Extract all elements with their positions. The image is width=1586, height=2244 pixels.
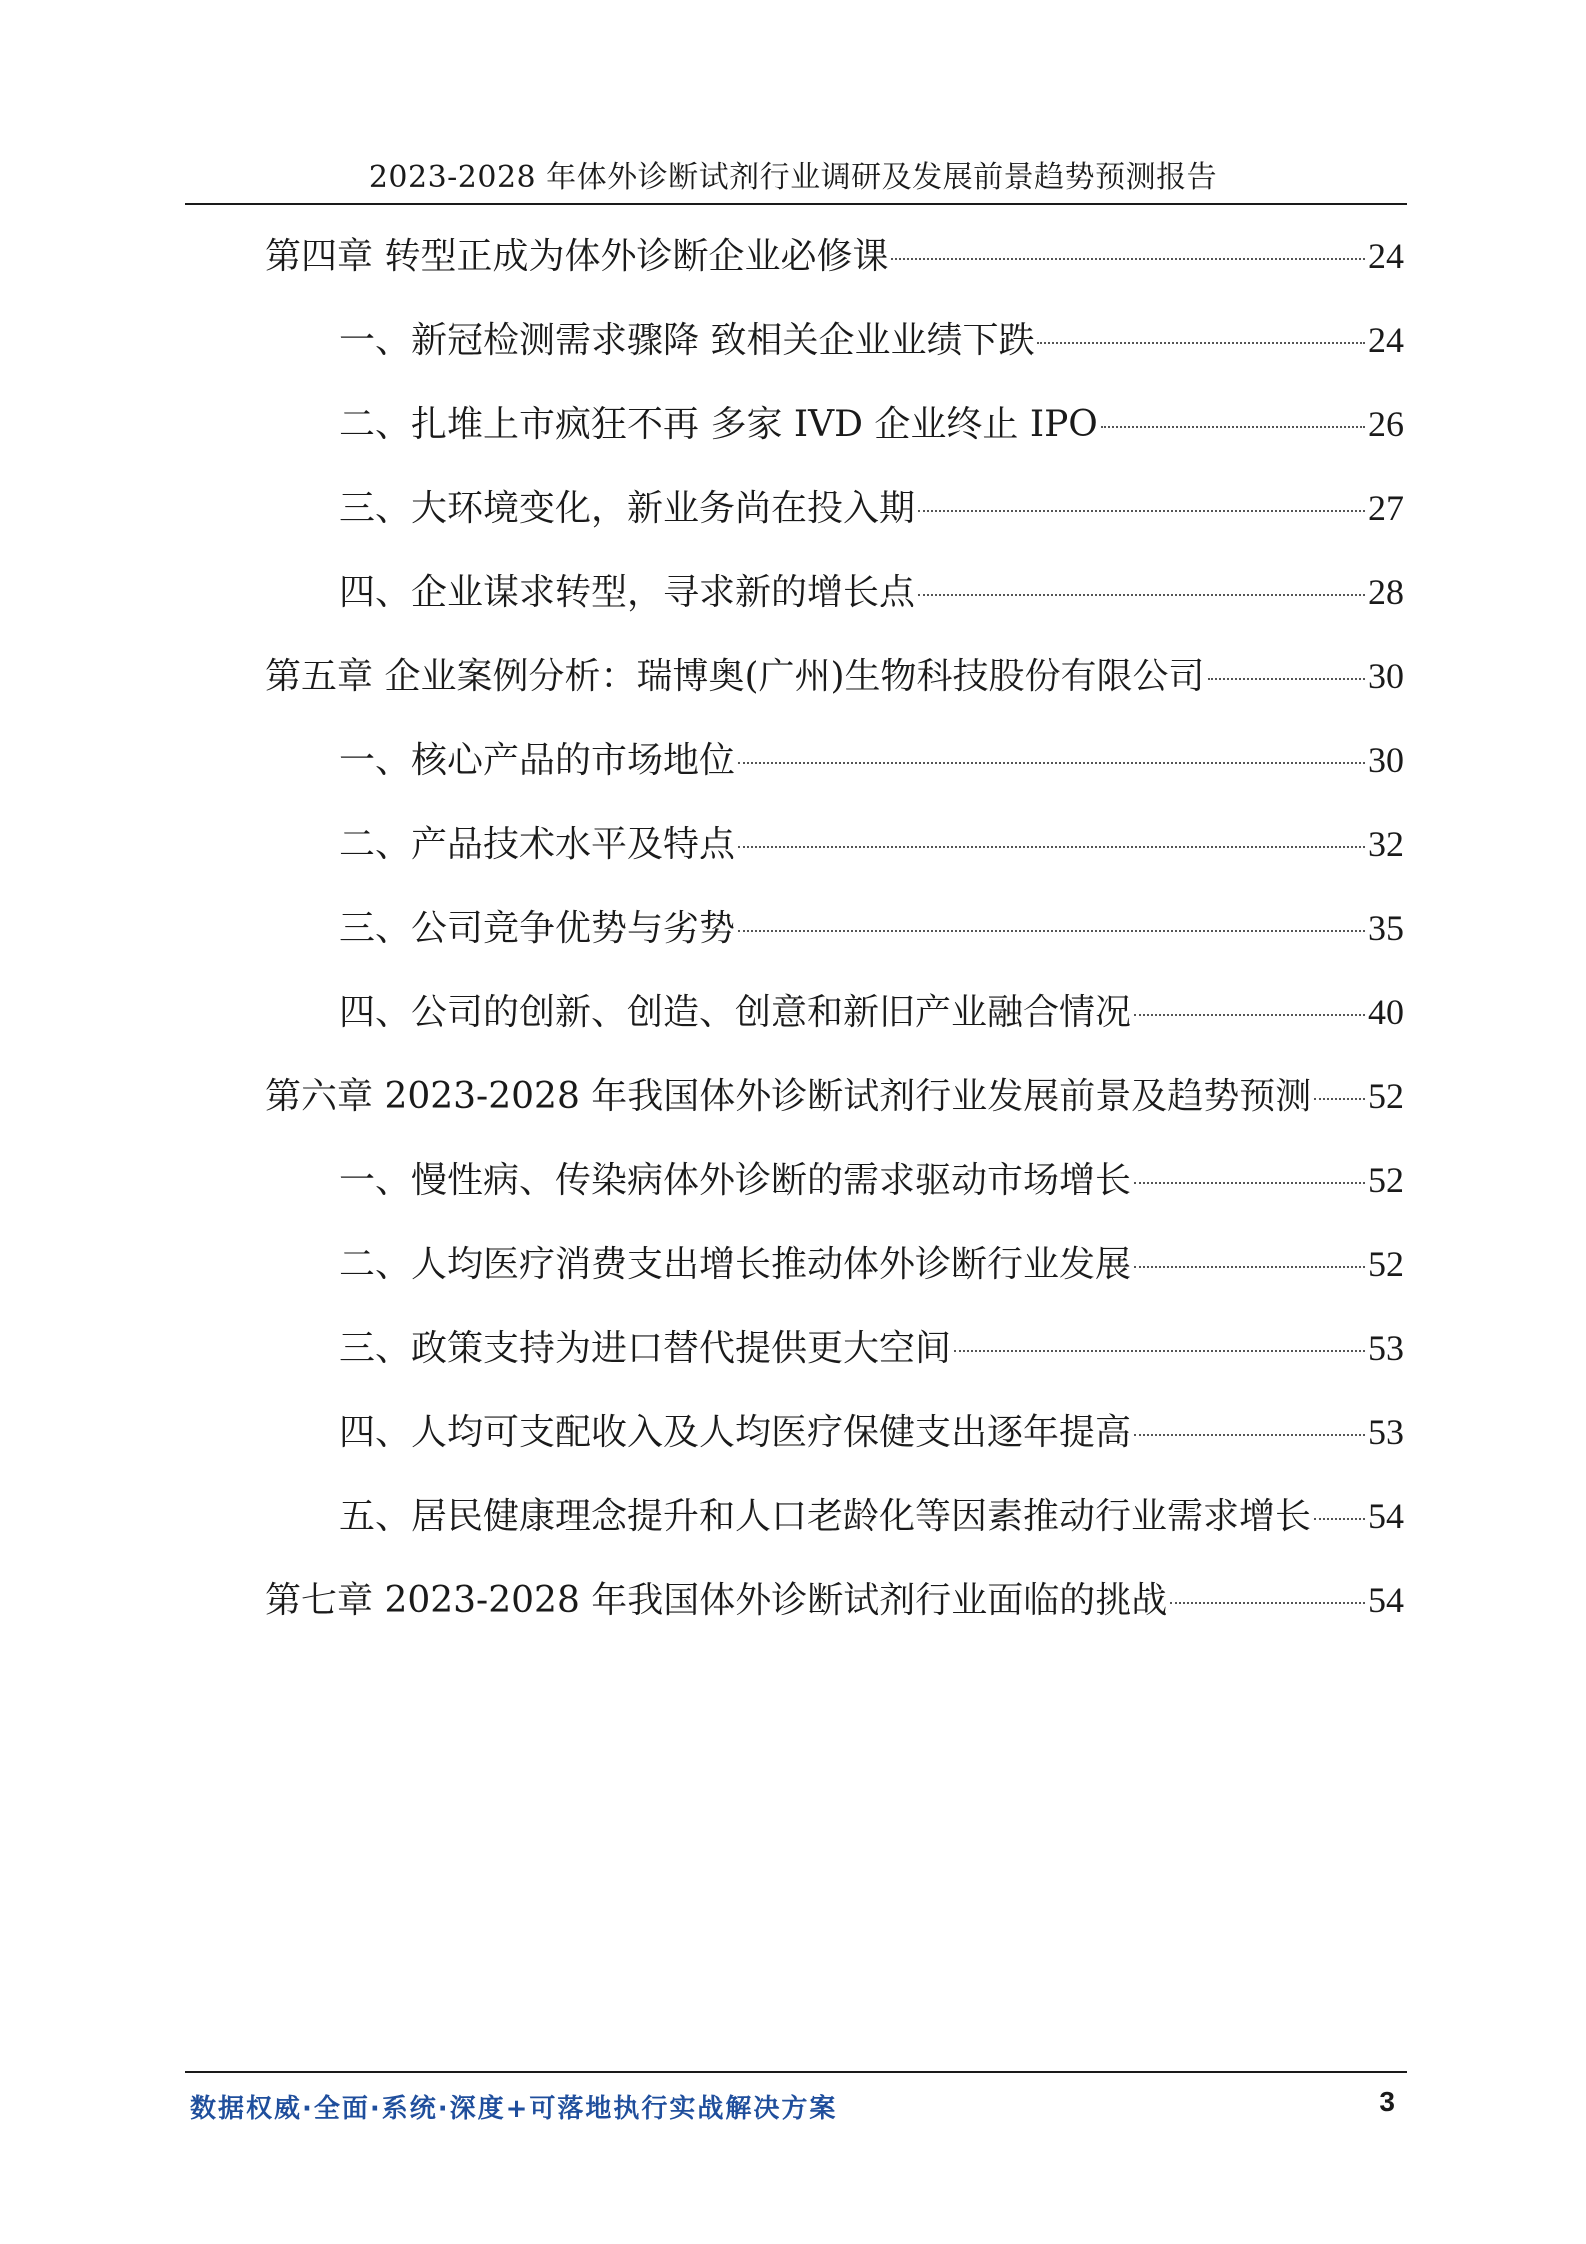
toc-entry-chapter[interactable] <box>265 648 1404 704</box>
toc-entry-title: 一、新冠检测需求骤降 致相关企业业绩下跌 <box>339 320 1035 361</box>
footer-divider <box>185 2071 1407 2073</box>
toc-leader-dots <box>1170 1602 1365 1604</box>
toc-entry-page: 53 <box>1368 1412 1404 1452</box>
toc-entry-chapter[interactable] <box>265 1572 1404 1628</box>
toc-entry-section[interactable] <box>339 480 1404 536</box>
toc-entry-title: 一、慢性病、传染病体外诊断的需求驱动市场增长 <box>339 1160 1132 1201</box>
toc-entry-chapter[interactable] <box>265 1068 1404 1124</box>
toc-leader-dots <box>738 846 1365 848</box>
toc-entry-section[interactable] <box>339 1488 1404 1544</box>
toc-entry-title: 二、人均医疗消费支出增长推动体外诊断行业发展 <box>339 1244 1132 1285</box>
toc-entry-title: 二、扎堆上市疯狂不再 多家 IVD 企业终止 IPO <box>339 404 1098 445</box>
toc-entry-title: 二、产品技术水平及特点 <box>339 824 736 865</box>
toc-entry-page: 30 <box>1368 656 1404 696</box>
toc-entry-section[interactable] <box>339 816 1404 872</box>
toc-entry-section[interactable] <box>339 1152 1404 1208</box>
toc-leader-dots <box>1314 1098 1365 1100</box>
toc-entry-section[interactable] <box>339 312 1404 368</box>
toc-entry-title: 三、公司竞争优势与劣势 <box>339 908 736 949</box>
toc-entry-chapter[interactable] <box>265 228 1404 284</box>
toc-entry-title: 三、政策支持为进口替代提供更大空间 <box>339 1328 952 1369</box>
toc-leader-dots <box>1134 1434 1365 1436</box>
toc-entry-title: 第六章 2023-2028 年我国体外诊断试剂行业发展前景及趋势预测 <box>265 1076 1312 1117</box>
toc-entry-title: 四、企业谋求转型，寻求新的增长点 <box>339 572 916 613</box>
toc-entry-section[interactable] <box>339 1404 1404 1460</box>
toc-leader-dots <box>918 510 1365 512</box>
toc-entry-title: 第四章 转型正成为体外诊断企业必修课 <box>265 236 889 277</box>
toc-leader-dots <box>1101 426 1365 428</box>
toc-entry-page: 52 <box>1368 1244 1404 1284</box>
toc-leader-dots <box>1208 678 1365 680</box>
toc-entry-page: 52 <box>1368 1076 1404 1116</box>
toc-entry-section[interactable] <box>339 1320 1404 1376</box>
report-title: 2023-2028 年体外诊断试剂行业调研及发展前景趋势预测报告 <box>368 160 1218 195</box>
toc-entry-page: 32 <box>1368 824 1404 864</box>
toc-leader-dots <box>738 930 1365 932</box>
toc-entry-section[interactable] <box>339 984 1404 1040</box>
page-number: 3 <box>1379 2086 1395 2117</box>
toc-leader-dots <box>1134 1182 1365 1184</box>
toc-leader-dots <box>918 594 1365 596</box>
toc-entry-section[interactable] <box>339 732 1404 788</box>
footer-slogan: 数据权威·全面·系统·深度+可落地执行实战解决方案 <box>190 2094 838 2124</box>
toc-leader-dots <box>954 1350 1365 1352</box>
header-divider <box>185 203 1407 205</box>
toc-entry-section[interactable] <box>339 396 1404 452</box>
toc-entry-title: 第七章 2023-2028 年我国体外诊断试剂行业面临的挑战 <box>265 1580 1168 1621</box>
toc-entry-page: 30 <box>1368 740 1404 780</box>
toc-entry-title: 第五章 企业案例分析：瑞博奥(广州)生物科技股份有限公司 <box>265 656 1205 697</box>
toc-entry-title: 一、核心产品的市场地位 <box>339 740 736 781</box>
toc-leader-dots <box>1134 1014 1365 1016</box>
toc-leader-dots <box>738 762 1365 764</box>
toc-entry-page: 24 <box>1368 236 1404 276</box>
toc-entry-page: 35 <box>1368 908 1404 948</box>
toc-entry-section[interactable] <box>339 564 1404 620</box>
toc-entry-title: 三、大环境变化，新业务尚在投入期 <box>339 488 916 529</box>
toc-leader-dots <box>1314 1518 1365 1520</box>
toc-entry-page: 28 <box>1368 572 1404 612</box>
toc-entry-title: 四、公司的创新、创造、创意和新旧产业融合情况 <box>339 992 1132 1033</box>
toc-entry-title: 四、人均可支配收入及人均医疗保健支出逐年提高 <box>339 1412 1132 1453</box>
toc-entry-section[interactable] <box>339 900 1404 956</box>
toc-entry-page: 27 <box>1368 488 1404 528</box>
toc-entry-page: 24 <box>1368 320 1404 360</box>
toc-leader-dots <box>1134 1266 1365 1268</box>
toc-entry-section[interactable] <box>339 1236 1404 1292</box>
toc-entry-title: 五、居民健康理念提升和人口老龄化等因素推动行业需求增长 <box>339 1496 1312 1537</box>
toc-entry-page: 54 <box>1368 1580 1404 1620</box>
toc-leader-dots <box>1037 342 1365 344</box>
toc-entry-page: 40 <box>1368 992 1404 1032</box>
toc-entry-page: 53 <box>1368 1328 1404 1368</box>
toc-entry-page: 26 <box>1368 404 1404 444</box>
toc-leader-dots <box>891 258 1365 260</box>
toc-entry-page: 54 <box>1368 1496 1404 1536</box>
toc-entry-page: 52 <box>1368 1160 1404 1200</box>
